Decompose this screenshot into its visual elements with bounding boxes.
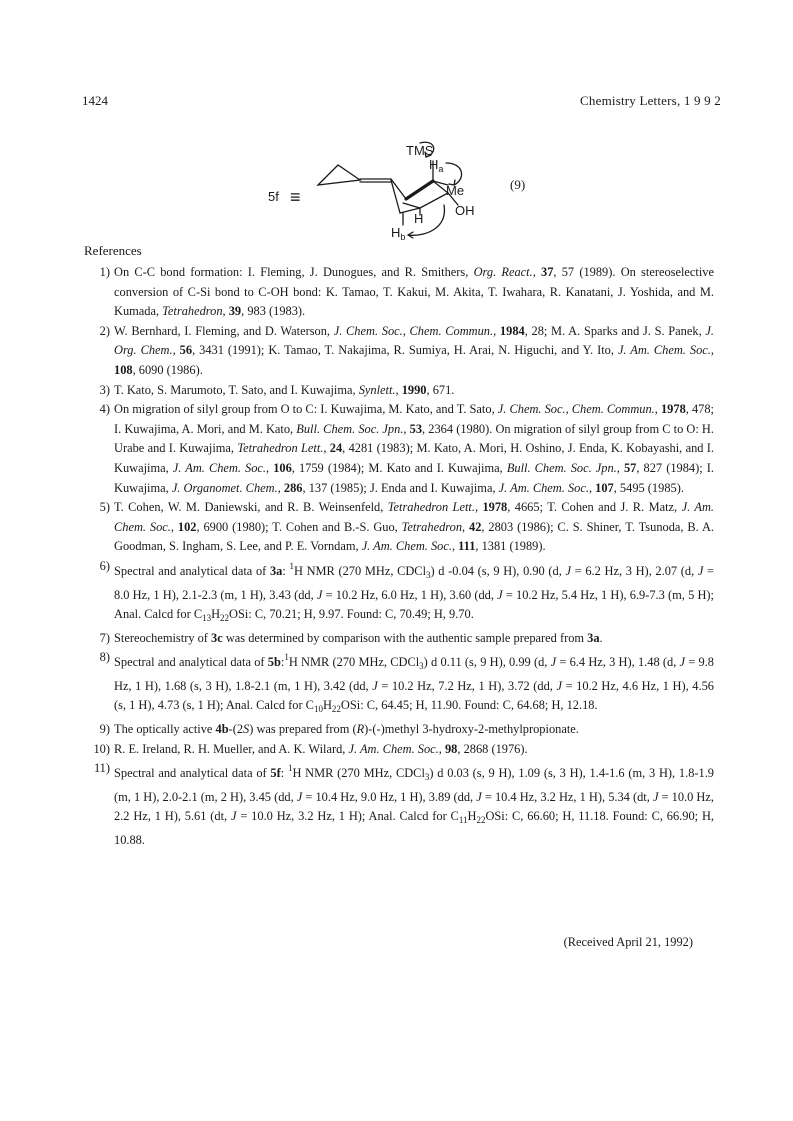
references-heading: References bbox=[84, 243, 142, 258]
reference-item bbox=[84, 557, 714, 629]
reference-item bbox=[84, 759, 714, 850]
reference-number: 10) bbox=[93, 741, 110, 756]
hydroxyl-label: OH bbox=[455, 203, 475, 218]
reference-item bbox=[84, 263, 714, 322]
reference-text: W. Bernhard, I. Fleming, and D. Waterson, J. Chem. Soc., Chem. Commun., 1984, 28; M. A. Sparks and J. S. Panek, J. Org. Chem., 56, 3431 (1991); K. Tamao, T. Nakajima, R. Sumiya, H. Arai, N. Higuchi, and Y. Ito, J. Am. Chem. Soc., 108, 6090 (1986). bbox=[114, 323, 714, 377]
reference-number: 11) bbox=[93, 761, 110, 776]
reference-item bbox=[84, 629, 714, 649]
reference-text: T. Cohen, W. M. Daniewski, and R. B. Weinsenfeld, Tetrahedron Lett., 1978, 4665; T. Cohen and J. R. Matz, J. Am. Chem. Soc., 102, 6900 (1980); T. Cohen and B.-S. Guo, Tetrahedron, 42, 2803 (1986); C. S. Shiner, T. Tsunoda, B. A. Goodman, S. Ingham, S. Lee, and P. E. Vorndam, J. Am. Chem. Soc., 111, 1381 (1989). bbox=[114, 500, 715, 554]
reference-text: Stereochemistry of 3c was determined by comparison with the authentic sample prepared from 3a. bbox=[114, 630, 603, 645]
references-list bbox=[84, 263, 714, 851]
tms-label: TMS bbox=[406, 143, 434, 158]
reference-text: The optically active 4b-(2S) was prepared from (R)-(-)methyl 3-hydroxy-2-methylpropionate. bbox=[114, 722, 579, 737]
reference-number: 6) bbox=[99, 558, 110, 573]
reference-text: T. Kato, S. Marumoto, T. Sato, and I. Kuwajima, Synlett., 1990, 671. bbox=[114, 382, 455, 397]
hb-label: $H_b$ bbox=[391, 225, 406, 242]
chemical-scheme bbox=[248, 133, 548, 245]
reference-item bbox=[84, 648, 714, 720]
received-date: (Received April 21, 1992) bbox=[563, 935, 693, 949]
reference-item bbox=[84, 498, 714, 557]
reference-item bbox=[84, 400, 714, 498]
equivalence-symbol: ≡ bbox=[290, 187, 301, 207]
reference-item bbox=[84, 740, 714, 760]
reference-number: 8) bbox=[99, 650, 110, 665]
methyl-label: Me bbox=[446, 183, 465, 198]
reference-text: Spectral and analytical data of 5b:$^1$H NMR (270 MHz, CDCl$_3$) d 0.11 (s, 9 H), 0.99 (d, J = 6.4 Hz, 3 H), 1.48 (d, J = 9.8 Hz, 1 H), 1.68 (s, 3 H), 1.8-2.1 (m, 1 H), 3.42 (dd, J = 10.2 Hz, 7.2 Hz, 1 H), 3.72 (dd, J = 10.2 Hz, 4.6 Hz, 1 H), 4.56 (s, 1 H), 4.73 (s, 1 H); Anal. Calcd for $C_{10}H_{22}OSi$: C, 64.45; H, 11.90. Found: C, 64.68; H, 12.18. bbox=[114, 652, 714, 715]
reference-number: 4) bbox=[99, 402, 110, 417]
page-number: 1424 bbox=[82, 93, 108, 108]
reference-text: On C-C bond formation: I. Fleming, J. Dunogues, and R. Smithers, Org. React., 37, 57 (1989). On stereoselective conversion of C-Si bond to C-OH bond: K. Tamao, T. Kakui, M. Akita, T. Iwahara, R. Kanatani, J. Yoshida, and M. Kumada, Tetrahedron, 39, 983 (1983). bbox=[114, 265, 714, 319]
reference-text: On migration of silyl group from O to C: I. Kuwajima, M. Kato, and T. Sato, J. Chem. Soc., Chem. Commun., 1978, 478; I. Kuwajima, A. Mori, and M. Kato, Bull. Chem. Soc. Jpn., 53, 2364 (1980). On migration of silyl group from C to O: H. Urabe and I. Kuwajima, Tetrahedron Lett., 24, 4281 (1983); M. Kato, A. Mori, H. Oshino, J. Enda, K. Kobayashi, and I. Kuwajima, J. Am. Chem. Soc., 106, 1759 (1984); M. Kato and I. Kuwajima, Bull. Chem. Soc. Jpn., 57, 827 (1984); I. Kuwajima, J. Organomet. Chem., 286, 137 (1985); J. Enda and I. Kuwajima, J. Am. Chem. Soc., 107, 5495 (1985). bbox=[114, 402, 715, 495]
reference-item bbox=[84, 720, 714, 740]
reference-text: Spectral and analytical data of 3a: $^1$H NMR (270 MHz, CDCl$_3$) d -0.04 (s, 9 H), 0.90 (d, J = 6.2 Hz, 3 H), 2.07 (d, J = 8.0 Hz, 1 H), 2.1-2.3 (m, 1 H), 3.43 (dd, J = 10.2 Hz, 6.0 Hz, 1 H), 3.60 (dd, J = 10.2 Hz, 5.4 Hz, 1 H), 6.9-7.3 (m, 5 H); Anal. Calcd for $C_{13}H_{22}OSi$: C, 70.21; H, 9.97. Found: C, 70.49; H, 9.70. bbox=[114, 560, 715, 624]
equation-number: (9) bbox=[510, 177, 526, 192]
journal-running-head: Chemistry Letters, 1 9 9 2 bbox=[580, 93, 721, 108]
compound-label: 5f bbox=[268, 189, 279, 204]
reference-item bbox=[84, 322, 714, 381]
ha-label: $H_a$ bbox=[429, 157, 444, 174]
reference-number: 1) bbox=[99, 265, 110, 279]
h-label: H bbox=[414, 211, 424, 226]
reference-number: 5) bbox=[99, 500, 110, 515]
reference-number: 9) bbox=[99, 722, 110, 737]
reference-item bbox=[84, 381, 714, 401]
reference-number: 2) bbox=[99, 323, 110, 338]
reference-number: 3) bbox=[99, 382, 110, 397]
reference-text: Spectral and analytical data of 5f: $^1$H NMR (270 MHz, CDCl$_3$) d 0.03 (s, 9 H), 1.09 (s, 3 H), 1.4-1.6 (m, 3 H), 1.8-1.9 (m, 1 H), 2.0-2.1 (m, 2 H), 3.45 (dd, J = 10.4 Hz, 9.0 Hz, 1 H), 3.89 (dd, J = 10.4 Hz, 3.2 Hz, 1 H), 5.34 (dt, J = 10.0 Hz, 2.2 Hz, 1 H), 5.61 (dt, J = 10.0 Hz, 3.2 Hz, 1 H); Anal. Calcd for $C_{11}H_{22}OSi$: C, 66.60; H, 11.18. Found: C, 66.90; H, 10.88. bbox=[114, 763, 715, 848]
reference-text: R. E. Ireland, R. H. Mueller, and A. K. Wilard, J. Am. Chem. Soc., 98, 2868 (1976). bbox=[114, 741, 528, 756]
reference-number: 7) bbox=[99, 630, 110, 645]
